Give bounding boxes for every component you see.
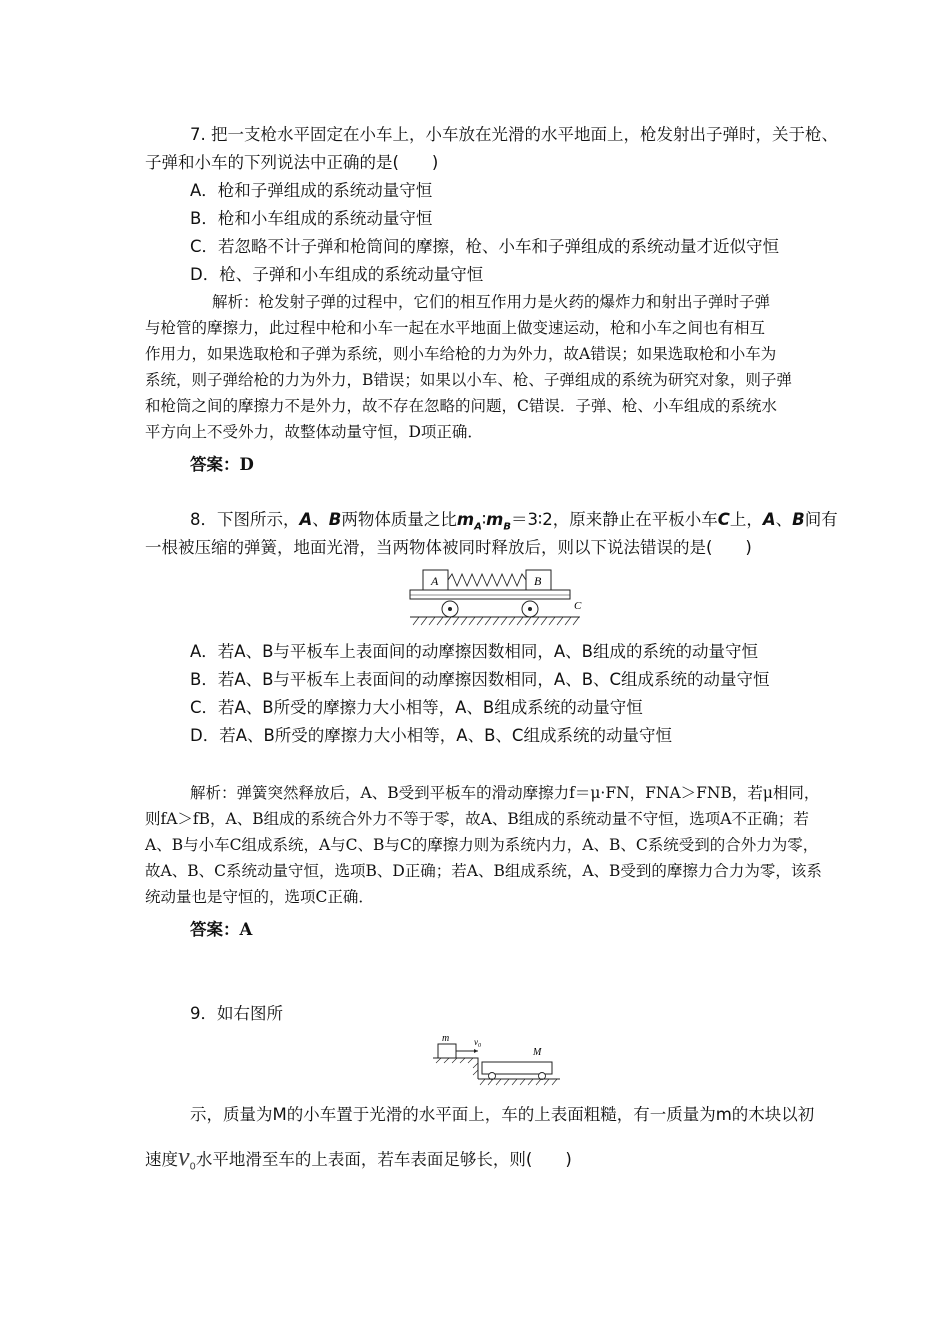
fig-label-m: m <box>442 1033 450 1044</box>
q7-stem-line2: 子弹和小车的下列说法中正确的是( ) <box>145 153 439 172</box>
q7-option-c: C．若忽略不计子弹和枪筒间的摩擦，枪、小车和子弹组成的系统动量才近似守恒 <box>190 237 780 256</box>
q8-solution-line5: 统动量也是守恒的，选项C正确． <box>145 888 374 906</box>
block-a-label: A <box>431 574 439 588</box>
q9-figure <box>430 1028 565 1094</box>
q9-stem-line1: 9．如右图所 <box>190 1004 283 1023</box>
q7-solution-line2: 与枪管的摩擦力，此过程中枪和小车一起在水平地面上做变速运动，枪和小车之间也有相互 <box>145 319 766 337</box>
block-b-label: B <box>534 574 542 588</box>
cart-plate <box>410 590 570 599</box>
platform <box>433 1058 478 1079</box>
q8-option-a: A．若A、B与平板车上表面间的动摩擦因数相同，A、B组成的系统的动量守恒 <box>190 642 759 661</box>
q8-stem-line1: 8．下图所示，A、B两物体质量之比$m_A∶m_B=3∶2$，原来静止在平板小车C上，A、B间有 <box>190 510 838 533</box>
q9-stem-line3: 速度$v_0$水平地滑至车的上表面，若车表面足够长，则( ) <box>145 1142 572 1173</box>
q7-solution-line1: 解析：枪发射子弹的过程中，它们的相互作用力是火药的爆炸力和射出子弹时子弹 <box>212 293 771 311</box>
q8-solution-line4: 故A、B、C系统动量守恒，选项B、D正确；若A、B组成系统，A、B受到的摩擦力合力为零，该系 <box>145 862 822 880</box>
q7-stem-line1: 7. 把一支枪水平固定在小车上，小车放在光滑的水平地面上，枪发射出子弹时，关于枪、 <box>190 125 838 144</box>
small-block <box>438 1044 456 1058</box>
q8-solution-line3: A、B与小车C组成系统，A与C、B与C的摩擦力则为系统内力，A、B、C系统受到的合外力为零， <box>145 836 819 854</box>
q7-solution-line6: 平方向上不受外力，故整体动量守恒，D项正确． <box>145 423 483 441</box>
q7-solution-line5: 和枪筒之间的摩擦力不是外力，故不存在忽略的问题，C错误．子弹、枪、小车组成的系统水 <box>145 397 777 415</box>
q9-stem-line2: 示，质量为M的小车置于光滑的水平面上，车的上表面粗糙，有一质量为m的木块以初 <box>190 1105 815 1124</box>
fig-label-v0: $v_0$ <box>474 1037 481 1049</box>
q8-option-b: B．若A、B与平板车上表面间的动摩擦因数相同，A、B、C组成系统的动量守恒 <box>190 670 770 689</box>
spring <box>448 574 526 586</box>
q8-option-d: D．若A、B所受的摩擦力大小相等，A、B、C组成系统的动量守恒 <box>190 726 672 745</box>
q8-figure-cart <box>405 565 595 633</box>
q7-option-d: D．枪、子弹和小车组成的系统动量守恒 <box>190 265 484 284</box>
q8-solution-line1: 解析：弹簧突然释放后，A、B受到平板车的滑动摩擦力f＝μ·FN，FNA＞FNB，若μ相同， <box>190 784 820 802</box>
fig-label-M: M <box>533 1047 542 1058</box>
q7-answer: 答案：D <box>190 455 254 474</box>
q7-solution-line3: 作用力，如果选取枪和子弹为系统，则小车给枪的力为外力，故A错误；如果选取枪和小车为 <box>145 345 777 363</box>
q7-option-b: B．枪和小车组成的系统动量守恒 <box>190 209 433 228</box>
q8-stem-line2: 一根被压缩的弹簧，地面光滑，当两物体被同时释放后，则以下说法错误的是( ) <box>145 538 752 557</box>
q7-solution-line4: 系统，则子弹给枪的力为外力，B错误；如果以小车、枪、子弹组成的系统为研究对象，则子弹 <box>145 371 792 389</box>
q8-solution-line2: 则fA＞fB，A、B组成的系统合外力不等于零，故A、B组成的系统动量不守恒，选项A不正确；若 <box>145 810 809 828</box>
q8-answer: 答案：A <box>190 920 253 939</box>
q7-option-a: A．枪和子弹组成的系统动量守恒 <box>190 181 433 200</box>
cart-label-c: C <box>574 600 582 612</box>
q8-option-c: C．若A、B所受的摩擦力大小相等，A、B组成系统的动量守恒 <box>190 698 643 717</box>
